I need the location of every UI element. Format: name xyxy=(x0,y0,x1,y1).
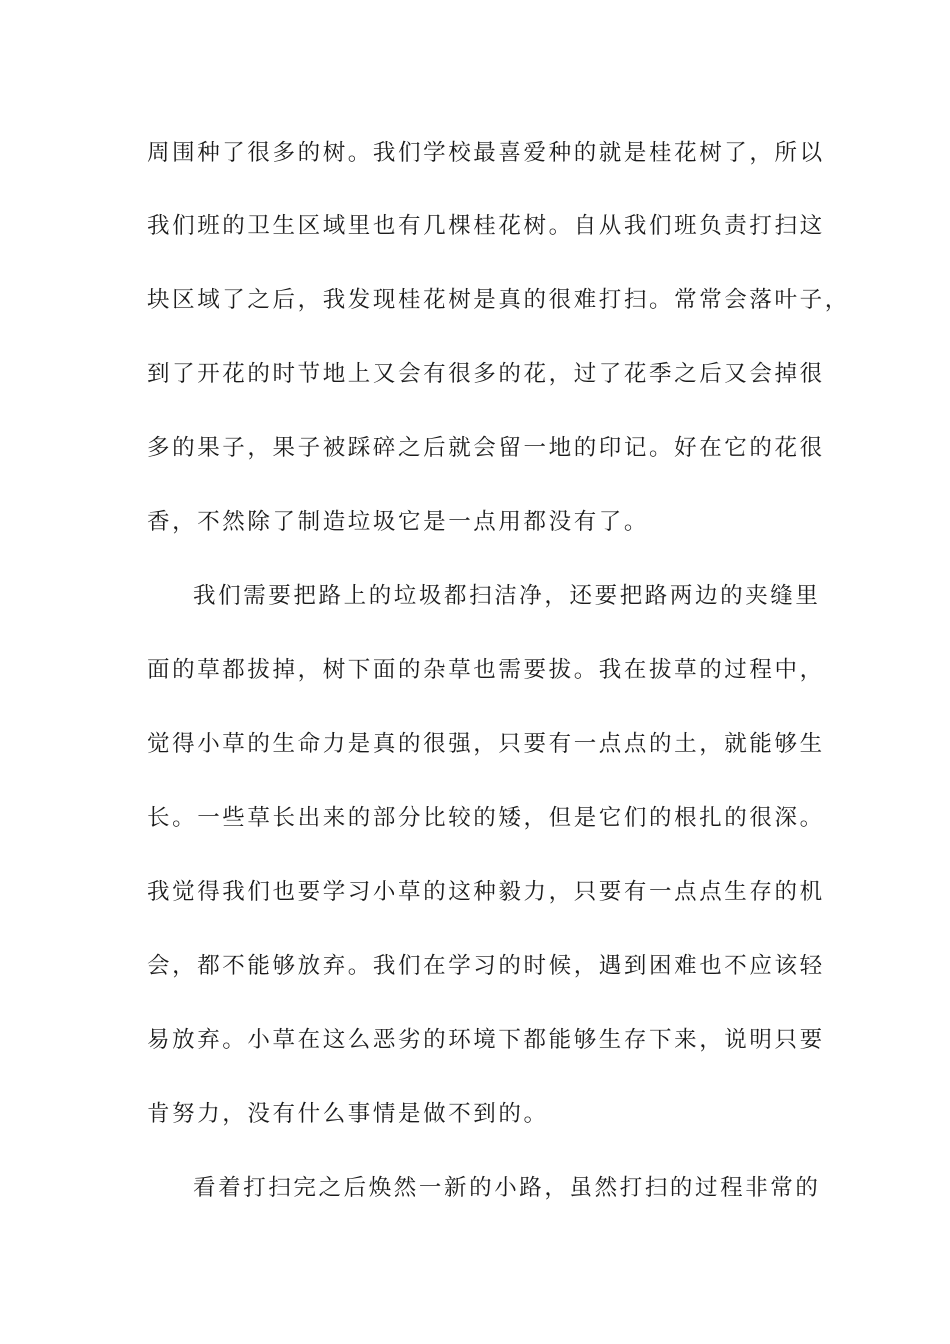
text-line: 到了开花的时节地上又会有很多的花，过了花季之后又会掉很 xyxy=(147,361,825,387)
text-line: 多的果子，果子被踩碎之后就会留一地的印记。好在它的花很 xyxy=(147,435,825,461)
text-line: 我觉得我们也要学习小草的这种毅力，只要有一点点生存的机 xyxy=(147,879,825,905)
text-line: 块区域了之后，我发现桂花树是真的很难打扫。常常会落叶子， xyxy=(147,287,850,313)
text-line: 易放弃。小草在这么恶劣的环境下都能够生存下来，说明只要 xyxy=(147,1027,825,1053)
text-line: 觉得小草的生命力是真的很强，只要有一点点的土，就能够生 xyxy=(147,731,825,757)
text-line: 肯努力，没有什么事情是做不到的。 xyxy=(147,1101,549,1127)
text-line: 会，都不能够放弃。我们在学习的时候，遇到困难也不应该轻 xyxy=(147,953,825,979)
text-line: 香，不然除了制造垃圾它是一点用都没有了。 xyxy=(147,509,650,535)
paragraph-start-line: 看着打扫完之后焕然一新的小路，虽然打扫的过程非常的 xyxy=(193,1175,821,1201)
paragraph-start-line: 我们需要把路上的垃圾都扫洁净，还要把路两边的夹缝里 xyxy=(193,583,821,609)
text-line: 面的草都拔掉，树下面的杂草也需要拔。我在拔草的过程中， xyxy=(147,657,825,683)
text-line: 周围种了很多的树。我们学校最喜爱种的就是桂花树了，所以 xyxy=(147,140,825,166)
text-line: 长。一些草长出来的部分比较的矮，但是它们的根扎的很深。 xyxy=(147,805,825,831)
text-line: 我们班的卫生区域里也有几棵桂花树。自从我们班负责打扫这 xyxy=(147,213,825,239)
